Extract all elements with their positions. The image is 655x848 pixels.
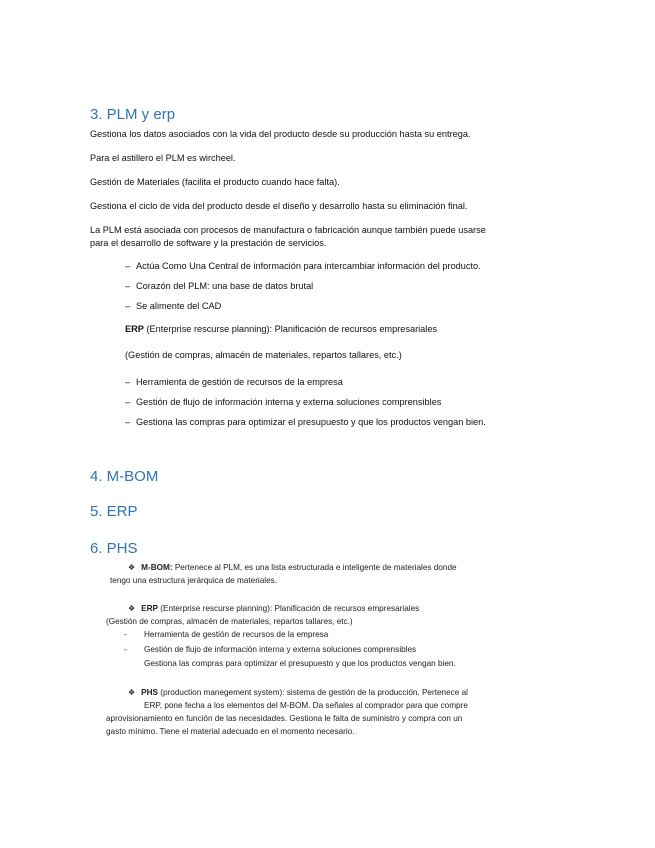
erp-line: ❖ ERP (Enterprise rescurse planning): Planificación de recursos empresariales: [128, 604, 420, 613]
paragraph: La PLM está asociada con procesos de manufactura o fabricación aunque también puede usarse: [90, 225, 486, 235]
list-item: – Gestiona las compras para optimizar el presupuesto y que los productos vengan bien.: [125, 417, 486, 427]
pasted-image: [100, 560, 520, 750]
diamond-bullet-icon: ❖: [128, 563, 136, 572]
paragraph: Para el astillero el PLM es wircheel.: [90, 153, 236, 163]
list-item: – Actúa Como Una Central de información para intercambiar información del producto.: [125, 261, 481, 271]
list-item: – Herramienta de gestión de recursos de la empresa: [125, 377, 343, 387]
list-item: - Herramienta de gestión de recursos de la empresa: [124, 630, 329, 639]
phs-line: ❖ PHS (production manegement system): sistema de gestión de la producción. Pertenece al: [128, 688, 468, 697]
section-3-heading: 3. PLM y erp: [90, 106, 176, 123]
diamond-bullet-icon: ❖: [128, 688, 136, 697]
section-5-heading: 5. ERP: [90, 503, 138, 520]
phs-line: aprovisionamiento en función de las necesidades. Gestiona le falta de suministro y compra con un: [106, 714, 463, 723]
paragraph: Gestiona los datos asociados con la vida del producto desde su producción hasta su entrega.: [90, 129, 471, 139]
erp-line: (Gestión de compras, almacén de materiales, repartos tallares, etc.): [106, 617, 353, 626]
mbom-line: tengo una estructura jerárquica de materiales.: [110, 576, 278, 585]
mbom-line: ❖ M-BOM: Pertenece al PLM, es una lista estructurada e inteligente de materiales donde: [128, 563, 457, 572]
section-4-heading: 4. M-BOM: [90, 468, 159, 485]
list-item: – Gestión de flujo de información interna y externa soluciones comprensibles: [125, 397, 442, 407]
list-item: Gestiona las compras para optimizar el presupuesto y que los productos vengan bien.: [144, 659, 456, 668]
list-item: – Se alimente del CAD: [125, 301, 222, 311]
paragraph: para el desarrollo de software y la prestación de servicios.: [90, 238, 327, 248]
section-6-heading: 6. PHS: [90, 540, 138, 557]
erp-detail: (Gestión de compras, almacén de materiales, repartos tallares, etc.): [125, 350, 402, 360]
paragraph: Gestión de Materiales (facilita el producto cuando hace falta).: [90, 177, 340, 187]
list-item: - Gestión de flujo de información interna y externa soluciones comprensibles: [124, 645, 417, 654]
phs-line: ERP, pone fecha a los elementos del M-BOM. Da señales al comprador para que compre: [144, 701, 468, 710]
paragraph: Gestiona el ciclo de vida del producto desde el diseño y desarrollo hasta su eliminación final.: [90, 201, 468, 211]
erp-definition: ERP (Enterprise rescurse planning): Planificación de recursos empresariales: [125, 324, 438, 334]
list-item: – Corazón del PLM: una base de datos brutal: [125, 281, 314, 291]
diamond-bullet-icon: ❖: [128, 604, 136, 613]
phs-line: gasto mínimo. Tiene el material adecuado en el momento necesario.: [106, 727, 355, 736]
